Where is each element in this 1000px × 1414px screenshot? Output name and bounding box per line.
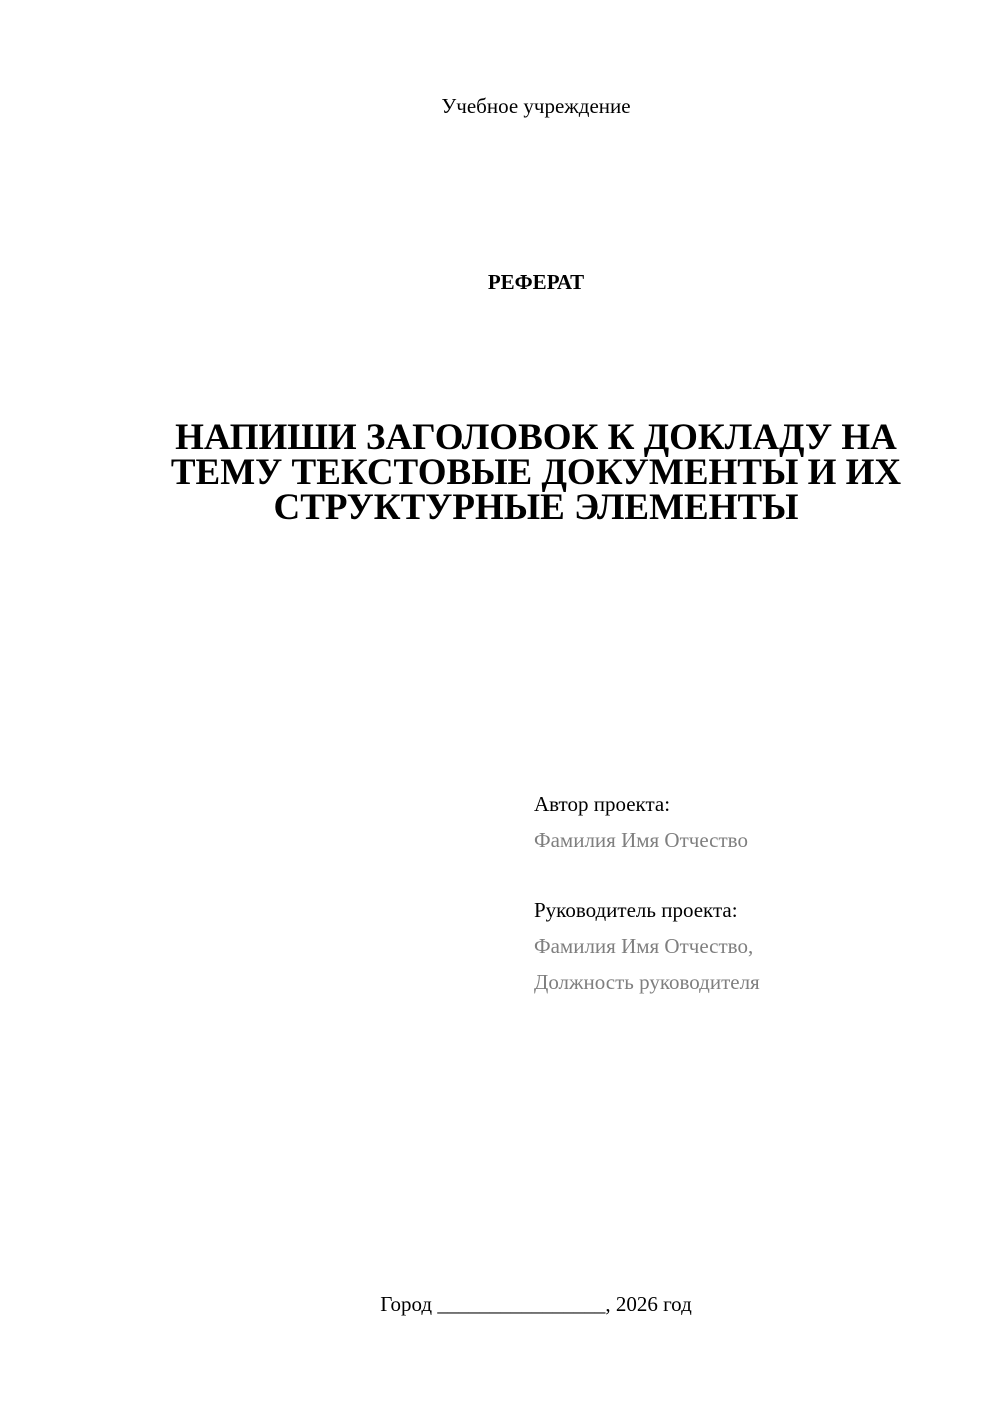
supervisor-block (534, 892, 974, 1000)
report-title (140, 417, 932, 528)
institution-name: Учебное учреждение (441, 94, 631, 118)
supervisor-label: Руководитель проекта: (534, 898, 738, 922)
report-title-line: ТЕМУ ТЕКСТОВЫЕ ДОКУМЕНТЫ И ИХ (170, 452, 902, 493)
author-block (534, 786, 974, 858)
report-title-line: НАПИШИ ЗАГОЛОВОК К ДОКЛАДУ НА (175, 417, 897, 458)
author-label: Автор проекта: (534, 792, 671, 816)
supervisor-name-placeholder: Фамилия Имя Отчество, (534, 934, 754, 958)
report-title-line: СТРУКТУРНЫЕ ЭЛЕМЕНТЫ (273, 487, 799, 528)
supervisor-position-placeholder: Должность руководителя (534, 970, 760, 994)
city-year-line: Город ________________, 2026 год (380, 1292, 692, 1316)
author-name-placeholder: Фамилия Имя Отчество (534, 828, 748, 852)
document-type-heading: РЕФЕРАТ (487, 270, 585, 294)
